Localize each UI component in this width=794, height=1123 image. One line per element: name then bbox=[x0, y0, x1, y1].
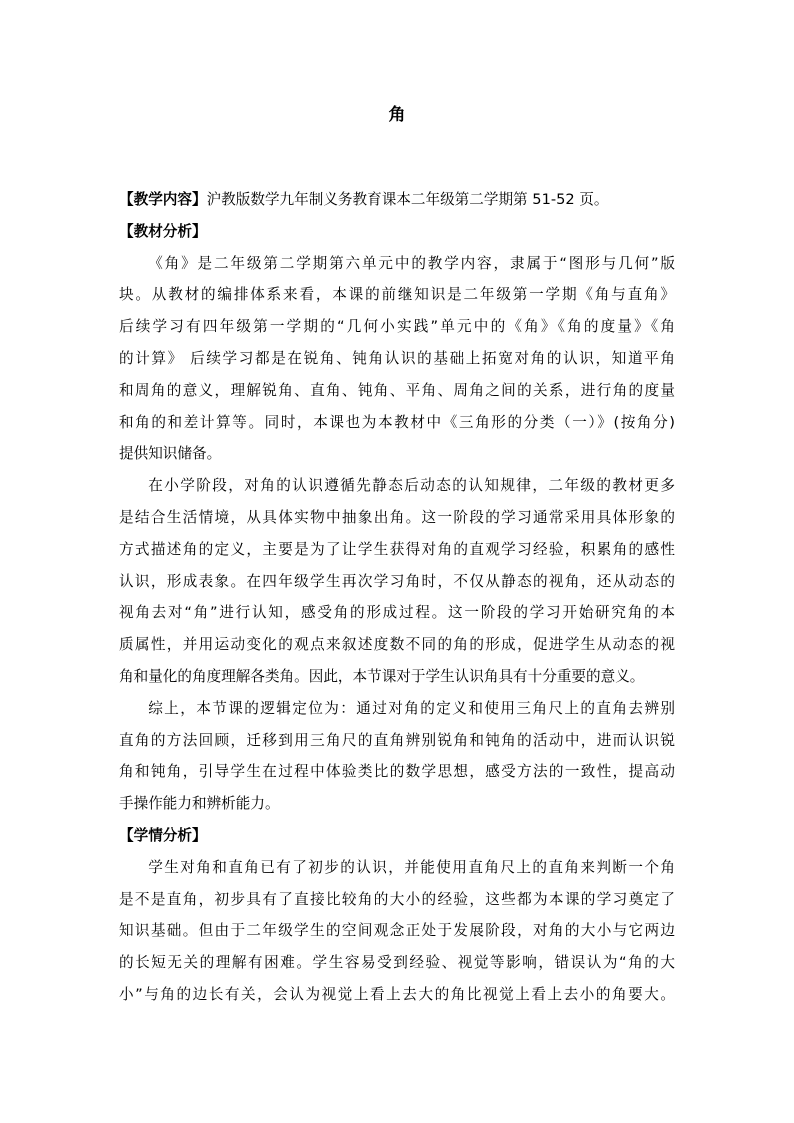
section-teaching-content bbox=[119, 184, 675, 216]
text-line: 视角去对“角”进行认知，感受角的形成过程。这一阶段的学习开始研究角的本 bbox=[119, 604, 675, 622]
text-line: 后续学习有四年级第一学期的“几何小实践”单元中的《角》《角的度量》《角 bbox=[119, 318, 675, 336]
text-line: 是不是直角，初步具有了直接比较角的大小的经验，这些都为本课的学习奠定了 bbox=[119, 890, 675, 908]
section-label-teaching-content: 【教学内容】 bbox=[119, 191, 207, 208]
text-line: 直角的方法回顾，迁移到用三角尺的直角辨别锐角和钝角的活动中，进而认识锐 bbox=[119, 731, 675, 749]
textbook-analysis-paragraph-3 bbox=[119, 693, 675, 820]
text-line: 和角的和差计算等。同时，本课也为本教材中《三角形的分类（一）》(按角分) bbox=[119, 413, 675, 431]
text-line: 的长短无关的理解有困难。学生容易受到经验、视觉等影响，错误认为“角的大 bbox=[119, 954, 675, 972]
section-label-student-analysis: 【学情分析】 bbox=[119, 826, 207, 844]
section-label-student-analysis-row bbox=[119, 820, 675, 852]
student-analysis-paragraph-1 bbox=[119, 852, 675, 1011]
section-label-textbook-analysis-row bbox=[119, 216, 675, 248]
text-line: 角和量化的角度理解各类角。因此，本节课对于学生认识角具有十分重要的意义。 bbox=[119, 667, 645, 685]
text-line: 认识，形成表象。在四年级学生再次学习角时，不仅从静态的视角，还从动态的 bbox=[119, 572, 675, 590]
text-line: 在小学阶段，对角的认识遵循先静态后动态的认知规律，二年级的教材更多 bbox=[148, 477, 675, 495]
textbook-analysis-paragraph-2 bbox=[119, 470, 675, 693]
text-line: 手操作能力和辨析能力。 bbox=[119, 795, 280, 813]
text-line: 知识基础。但由于二年级学生的空间观念正处于发展阶段，对角的大小与它两边 bbox=[119, 922, 675, 940]
document-title: 角 bbox=[388, 105, 406, 125]
text-line: 是结合生活情境，从具体实物中抽象出角。这一阶段的学习通常采用具体形象的 bbox=[119, 508, 675, 526]
text-line: 《角》是二年级第二学期第六单元中的教学内容，隶属于“图形与几何”版 bbox=[148, 254, 675, 272]
text-line: 学生对角和直角已有了初步的认识，并能使用直角尺上的直角来判断一个角 bbox=[148, 858, 675, 876]
section-label-textbook-analysis: 【教材分析】 bbox=[119, 222, 207, 240]
text-line: 综上，本节课的逻辑定位为：通过对角的定义和使用三角尺上的直角去辨别 bbox=[148, 699, 675, 717]
teaching-content-text: 沪教版数学九年制义务教育课本二年级第二学期第 51-52 页。 bbox=[206, 191, 609, 208]
document-body bbox=[119, 184, 675, 1011]
text-line: 和周角的意义，理解锐角、直角、钝角、平角、周角之间的关系，进行角的度量 bbox=[119, 381, 675, 399]
text-line: 方式描述角的定义，主要是为了让学生获得对角的直观学习经验，积累角的感性 bbox=[119, 540, 675, 558]
textbook-analysis-paragraph-1 bbox=[119, 248, 675, 471]
text-line: 角和钝角，引导学生在过程中体验类比的数学思想，感受方法的一致性，提高动 bbox=[119, 763, 675, 781]
text-line: 小”与角的边长有关，会认为视觉上看上去大的角比视觉上看上去小的角要大。 bbox=[119, 985, 675, 1003]
text-line: 块。从教材的编排体系来看，本课的前继知识是二年级第一学期《角与直角》 bbox=[119, 286, 675, 304]
text-line: 的计算》 后续学习都是在锐角、钝角认识的基础上拓宽对角的认识，知道平角 bbox=[119, 349, 675, 367]
text-line: 提供知识储备。 bbox=[119, 445, 222, 463]
text-line: 质属性，并用运动变化的观点来叙述度数不同的角的形成，促进学生从动态的视 bbox=[119, 636, 675, 654]
